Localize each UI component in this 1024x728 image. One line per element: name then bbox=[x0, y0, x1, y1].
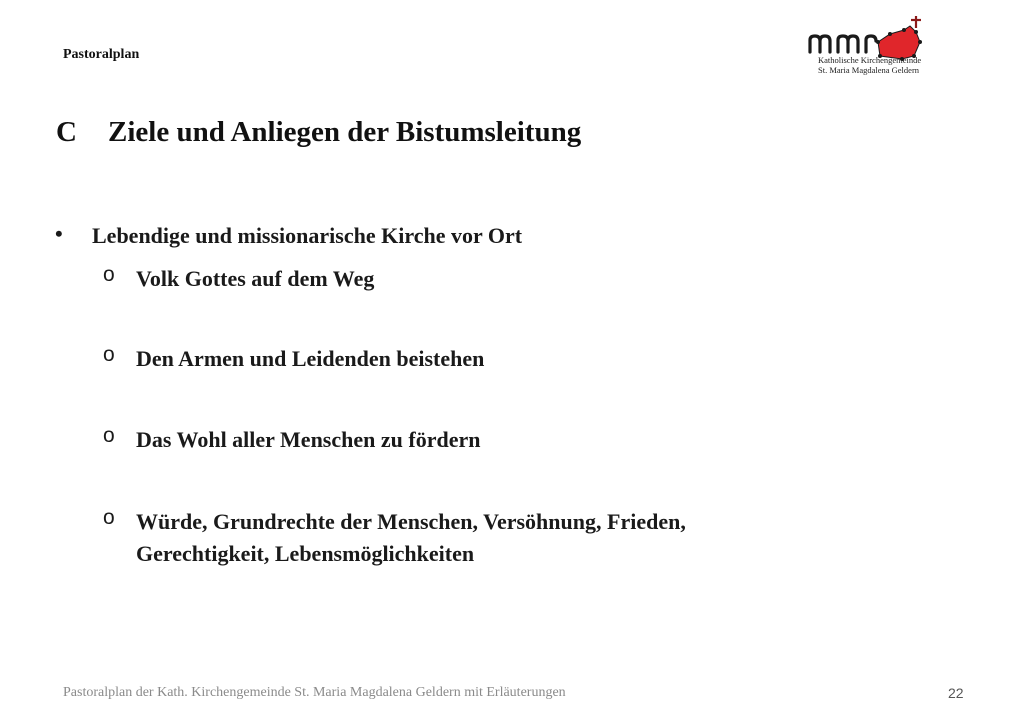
bullet-text: Lebendige und missionarische Kirche vor Ort bbox=[92, 223, 523, 248]
footer-text: Pastoralplan der Kath. Kirchengemeinde St. Maria Magdalena Geldern mit Erläuterungen bbox=[63, 685, 566, 700]
circle-bullet-icon: o bbox=[103, 424, 115, 447]
bullet-dot-icon: • bbox=[55, 221, 63, 246]
circle-bullet-icon: o bbox=[103, 263, 115, 286]
page-title bbox=[56, 116, 581, 149]
logo-line-2: St. Maria Magdalena Geldern bbox=[818, 65, 920, 75]
title-text: Ziele und Anliegen der Bistumsleitung bbox=[108, 116, 582, 148]
sub-item-text-line-1: Würde, Grundrechte der Menschen, Versöhnung, Frieden, bbox=[136, 509, 686, 534]
list-item bbox=[55, 223, 955, 257]
sub-item-text: Den Armen und Leidenden beistehen bbox=[136, 346, 485, 371]
header-label: Pastoralplan bbox=[63, 47, 140, 62]
sub-item-text: Volk Gottes auf dem Weg bbox=[136, 266, 375, 291]
main-bullet-list bbox=[55, 223, 955, 257]
section-letter: C bbox=[56, 116, 77, 148]
sub-item-text-line-2: Gerechtigkeit, Lebensmöglichkeiten bbox=[136, 541, 475, 566]
logo-mm-letters bbox=[810, 36, 876, 52]
logo-line-1: Katholische Kirchengemeinde bbox=[818, 55, 922, 65]
circle-bullet-icon: o bbox=[103, 343, 115, 366]
page-number: 22 bbox=[948, 685, 964, 701]
circle-bullet-icon: o bbox=[103, 506, 115, 529]
sub-item-text: Das Wohl aller Menschen zu fördern bbox=[136, 427, 481, 452]
